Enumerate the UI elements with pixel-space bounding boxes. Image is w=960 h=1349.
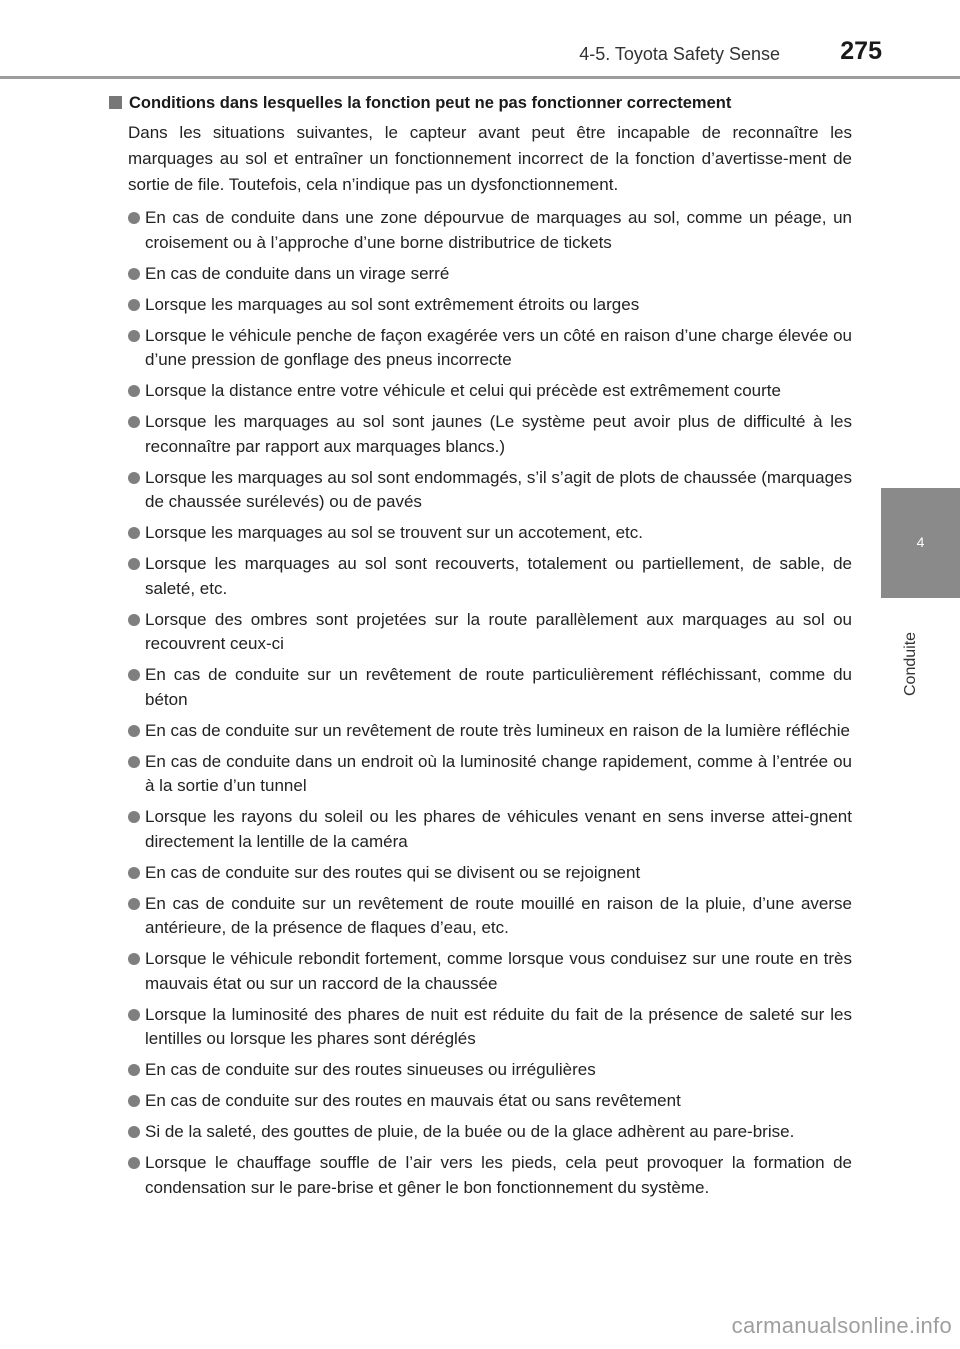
circle-bullet-icon xyxy=(128,299,140,311)
list-item xyxy=(109,293,852,318)
list-item xyxy=(109,466,852,515)
list-item-text: Lorsque les marquages au sol se trouvent sur un accotement, etc. xyxy=(145,523,643,542)
list-item-text: Lorsque la distance entre votre véhicule et celui qui précède est extrêmement courte xyxy=(145,381,781,400)
list-item xyxy=(109,379,852,404)
list-item-text: Lorsque les rayons du soleil ou les phares de véhicules venant en sens inverse attei-gnent directement la lentille de la caméra xyxy=(145,807,852,851)
list-item-text: En cas de conduite sur un revêtement de route très lumineux en raison de la lumière réfléchie xyxy=(145,720,850,740)
list-item-text: Lorsque les marquages au sol sont extrêmement étroits ou larges xyxy=(145,294,640,314)
square-bullet-icon xyxy=(109,96,122,109)
circle-bullet-icon xyxy=(128,558,140,570)
circle-bullet-icon xyxy=(128,669,140,681)
circle-bullet-icon xyxy=(128,1157,140,1169)
circle-bullet-icon xyxy=(128,953,140,965)
condition-list xyxy=(109,206,852,1200)
main-content xyxy=(109,92,852,1207)
circle-bullet-icon xyxy=(128,614,140,626)
list-item xyxy=(109,410,852,459)
circle-bullet-icon xyxy=(128,1064,140,1076)
list-item-text: Lorsque la luminosité des phares de nuit est réduite du fait de la présence de saleté sur les lentilles ou lorsque les phares sont déréglés xyxy=(145,1004,852,1048)
list-item xyxy=(109,663,852,712)
circle-bullet-icon xyxy=(128,472,140,484)
section-heading-text: Conditions dans lesquelles la fonction peut ne pas fonctionner correctement xyxy=(129,94,732,112)
list-item-text: Lorsque les marquages au sol sont endommagés, s’il s’agit de plots de chaussée (marquages de chaussée surélevés) ou de pavés xyxy=(145,467,852,511)
chapter-label: Conduite xyxy=(902,631,919,696)
chapter-tab xyxy=(881,488,960,598)
circle-bullet-icon xyxy=(128,1095,140,1107)
circle-bullet-icon xyxy=(128,1126,140,1138)
circle-bullet-icon xyxy=(128,1009,140,1021)
circle-bullet-icon xyxy=(128,385,140,397)
list-item xyxy=(109,1120,852,1145)
list-item-text: Lorsque le véhicule penche de façon exagérée vers un côté en raison d’une charge élevée ou d’une pression de gonflage des pneus incorrecte xyxy=(145,325,852,369)
list-item xyxy=(109,805,852,854)
page-number: 275 xyxy=(840,37,882,65)
list-item xyxy=(109,750,852,799)
circle-bullet-icon xyxy=(128,527,140,539)
list-item-text: En cas de conduite sur un revêtement de route mouillé en raison de la pluie, d’une averse antérieure, de la présence de flaques d’eau, etc. xyxy=(145,893,852,937)
list-item-text: Lorsque le chauffage souffle de l’air vers les pieds, cela peut provoquer la formation de condensation sur le pare-brise et gêner le bon fonctionnement du système. xyxy=(145,1153,852,1197)
circle-bullet-icon xyxy=(128,756,140,768)
list-item-text: En cas de conduite sur des routes sinueuses ou irrégulières xyxy=(145,1060,596,1079)
list-item xyxy=(109,1151,852,1200)
list-item-text: Lorsque le véhicule rebondit fortement, comme lorsque vous conduisez sur une route en très mauvais état ou sur un raccord de la chaussée xyxy=(145,949,852,993)
list-item xyxy=(109,1089,852,1114)
list-item-text: En cas de conduite sur des routes en mauvais état ou sans revêtement xyxy=(145,1091,681,1110)
circle-bullet-icon xyxy=(128,811,140,823)
list-item-text: Lorsque des ombres sont projetées sur la route parallèlement aux marquages au sol ou recouvrent ceux-ci xyxy=(145,609,852,653)
list-item xyxy=(109,947,852,996)
header-section-title: 4-5. Toyota Safety Sense xyxy=(579,44,780,64)
list-item-text: En cas de conduite dans un endroit où la luminosité change rapidement, comme à l’entrée ou à la sortie d’un tunnel xyxy=(145,751,852,795)
list-item-text: Si de la saleté, des gouttes de pluie, de la buée ou de la glace adhèrent au pare-brise. xyxy=(145,1122,795,1141)
watermark: carmanualsonline.info xyxy=(731,1313,952,1338)
list-item xyxy=(109,521,852,546)
list-item-text: Lorsque les marquages au sol sont recouverts, totalement ou partiellement, de sable, de saleté, etc. xyxy=(145,554,852,598)
list-item xyxy=(109,1003,852,1052)
list-item-text: En cas de conduite sur des routes qui se divisent ou se rejoignent xyxy=(145,862,641,882)
list-item-text: En cas de conduite sur un revêtement de route particulièrement réfléchissant, comme du béton xyxy=(145,665,852,709)
list-item xyxy=(109,262,852,287)
circle-bullet-icon xyxy=(128,212,140,224)
list-item xyxy=(109,608,852,657)
circle-bullet-icon xyxy=(128,330,140,342)
list-item-text: En cas de conduite dans une zone dépourvue de marquages au sol, comme un péage, un croisement ou à l’approche d’une borne distributrice de tickets xyxy=(145,208,852,252)
list-item xyxy=(109,324,852,373)
circle-bullet-icon xyxy=(128,867,140,879)
intro-paragraph: Dans les situations suivantes, le capteur avant peut être incapable de reconnaître les marquages au sol et entraîner un fonctionnement incorrect de la fonction d’avertisse-ment de sortie de file. Toutefois, cela n’indique pas un dysfonctionnement. xyxy=(128,123,852,194)
list-item-text: Lorsque les marquages au sol sont jaunes (Le système peut avoir plus de difficulté à les reconnaître par rapport aux marquages blancs.) xyxy=(145,412,852,456)
circle-bullet-icon xyxy=(128,268,140,280)
list-item xyxy=(109,206,852,255)
list-item xyxy=(109,552,852,601)
list-item xyxy=(109,892,852,941)
header-divider xyxy=(0,76,960,79)
list-item xyxy=(109,1058,852,1083)
section-heading xyxy=(109,92,852,114)
list-item xyxy=(109,861,852,886)
list-item xyxy=(109,719,852,744)
list-item-text: En cas de conduite dans un virage serré xyxy=(145,263,450,283)
circle-bullet-icon xyxy=(128,725,140,737)
circle-bullet-icon xyxy=(128,898,140,910)
circle-bullet-icon xyxy=(128,416,140,428)
chapter-number: 4 xyxy=(916,534,925,550)
